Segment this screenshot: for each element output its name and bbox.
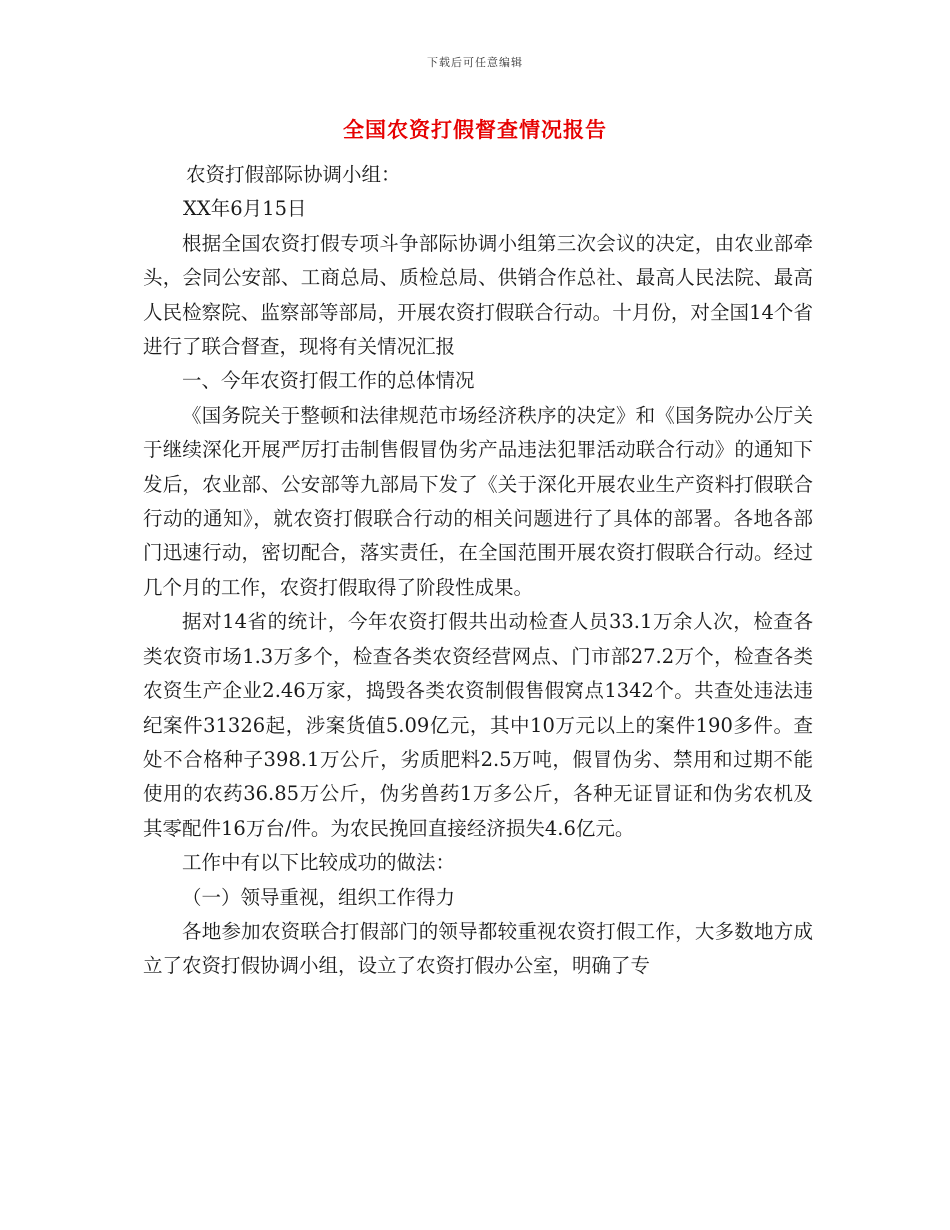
salutation: 农资打假部际协调小组： xyxy=(186,163,401,186)
report-date: XX年6月15日 xyxy=(183,197,307,221)
subsection-heading-1: （一）领导重视，组织工作得力 xyxy=(182,885,456,909)
paragraph-practices-intro: 工作中有以下比较成功的做法： xyxy=(182,851,456,875)
paragraph-leadership: 各地参加农资联合打假部门的领导都较重视农资打假工作，大多数地方成立了农资打假协调小组，设立了农资打假办公室，明确了专 xyxy=(143,919,813,978)
paragraph-notice: 《国务院关于整顿和法律规范市场经济秩序的决定》和《国务院办公厅关于继续深化开展严厉打击制售假冒伪劣产品违法犯罪活动联合行动》的通知下发后，农业部、公安部等九部局下发了《关于深化开展农业生产资料打假联合行动的通知》，就农资打假联合行动的相关问题进行了具体的部署。各地各部门迅速行动，密切配合，落实责任，在全国范围开展农资打假联合行动。经过几个月的工作，农资打假取得了阶段性成果。 xyxy=(143,403,813,599)
document-title: 全国农资打假督查情况报告 xyxy=(343,117,607,142)
header-note: 下载后可任意编辑 xyxy=(427,56,523,69)
paragraph-intro: 根据全国农资打假专项斗争部际协调小组第三次会议的决定，由农业部牵头，会同公安部、工商总局、质检总局、供销合作总社、最高人民法院、最高人民检察院、监察部等部局，开展农资打假联合行动。十月份，对全国14个省进行了联合督查，现将有关情况汇报 xyxy=(143,231,813,359)
paragraph-statistics: 据对14省的统计，今年农资打假共出动检查人员33.1万余人次，检查各类农资市场1.3万多个，检查各类农资经营网点、门市部27.2万个，检查各类农资生产企业2.46万家，捣毁各类农资制假售假窝点1342个。共查处违法违纪案件31326起，涉案货值5.09亿元，其中10万元以上的案件190多件。查处不合格种子398.1万公斤，劣质肥料2.5万吨，假冒伪劣、禁用和过期不能使用的农药36.85万公斤，伪劣兽药1万多公斤，各种无证冒证和伪劣农机及其零配件16万台/件。为农民挽回直接经济损失4.6亿元。 xyxy=(143,610,813,840)
document-body xyxy=(143,158,813,984)
section-heading-1: 一、今年农资打假工作的总体情况 xyxy=(182,369,475,393)
